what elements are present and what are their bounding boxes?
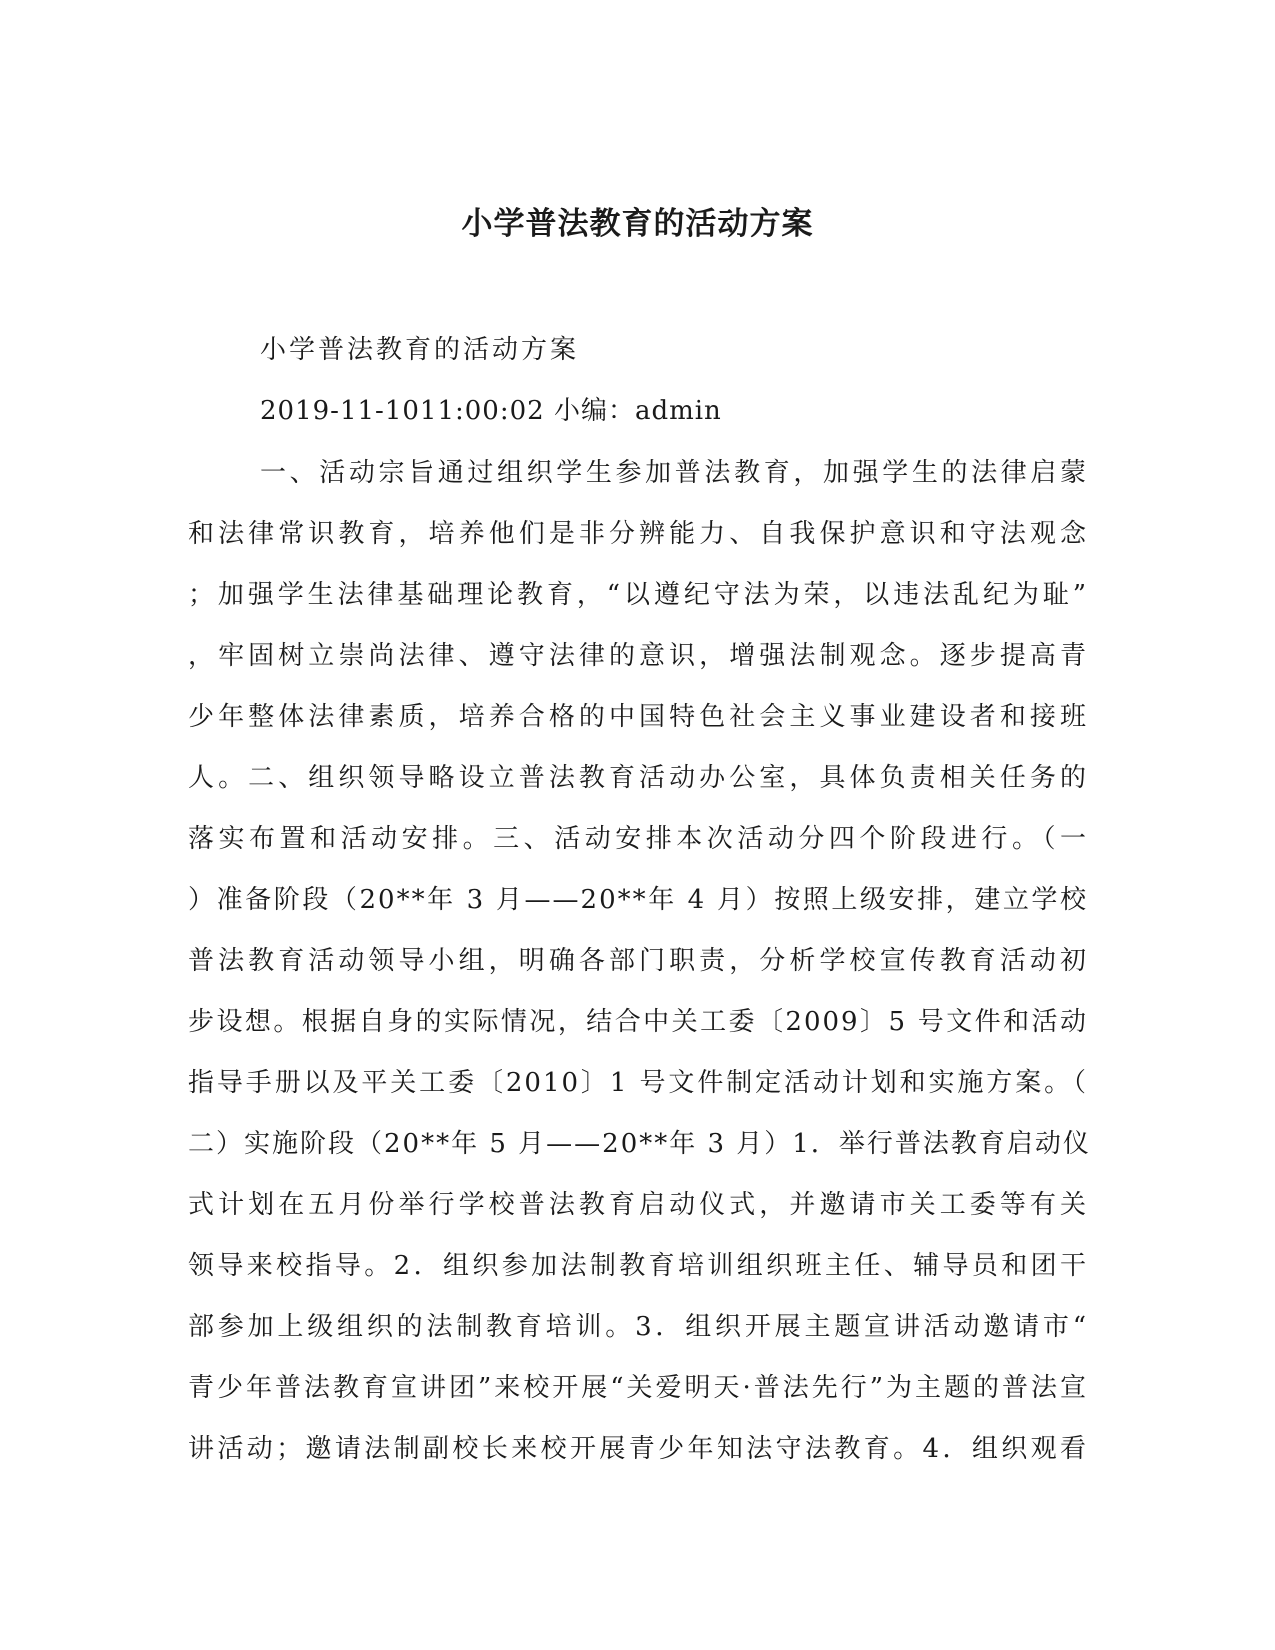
body-line: ；加强学生法律基础理论教育，“以遵纪守法为荣，以违法乱纪为耻” (188, 580, 1088, 610)
body-line: ）准备阶段（20**年 3 月——20**年 4 月）按照上级安排，建立学校 (188, 885, 1088, 915)
body-line: 二）实施阶段（20**年 5 月——20**年 3 月）1．举行普法教育启动仪 (188, 1129, 1091, 1159)
body-text (188, 450, 1091, 1487)
body-line: 部参加上级组织的法制教育培训。3．组织开展主题宣讲活动邀请市“ (188, 1312, 1088, 1342)
body-line: ，牢固树立崇尚法律、遵守法律的意识，增强法制观念。逐步提高青 (188, 641, 1088, 671)
body-line: 指导手册以及平关工委〔2010〕1 号文件制定活动计划和实施方案。（ (188, 1068, 1088, 1098)
document-subtitle: 小学普法教育的活动方案 (260, 335, 580, 365)
body-line: 一、活动宗旨通过组织学生参加普法教育，加强学生的法律启蒙 (260, 458, 1088, 488)
body-line: 式计划在五月份举行学校普法教育启动仪式，并邀请市关工委等有关 (188, 1190, 1088, 1220)
body-line: 人。二、组织领导略设立普法教育活动办公室，具体负责相关任务的 (188, 763, 1088, 793)
body-line: 和法律常识教育，培养他们是非分辨能力、自我保护意识和守法观念 (188, 519, 1088, 549)
date-author-line: 2019-11-1011:00:02 小编：admin (260, 396, 722, 426)
body-line: 领导来校指导。2．组织参加法制教育培训组织班主任、辅导员和团干 (188, 1251, 1088, 1281)
body-line: 青少年普法教育宣讲团”来校开展“关爱明天·普法先行”为主题的普法宣 (188, 1373, 1088, 1403)
body-line: 步设想。根据自身的实际情况，结合中关工委〔2009〕5 号文件和活动 (188, 1007, 1088, 1037)
document-title: 小学普法教育的活动方案 (461, 206, 814, 242)
body-line: 讲活动；邀请法制副校长来校开展青少年知法守法教育。4．组织观看 (188, 1434, 1088, 1464)
body-line: 落实布置和活动安排。三、活动安排本次活动分四个阶段进行。（一 (188, 824, 1088, 854)
body-line: 普法教育活动领导小组，明确各部门职责，分析学校宣传教育活动初 (188, 946, 1088, 976)
body-line: 少年整体法律素质，培养合格的中国特色社会主义事业建设者和接班 (188, 702, 1088, 732)
